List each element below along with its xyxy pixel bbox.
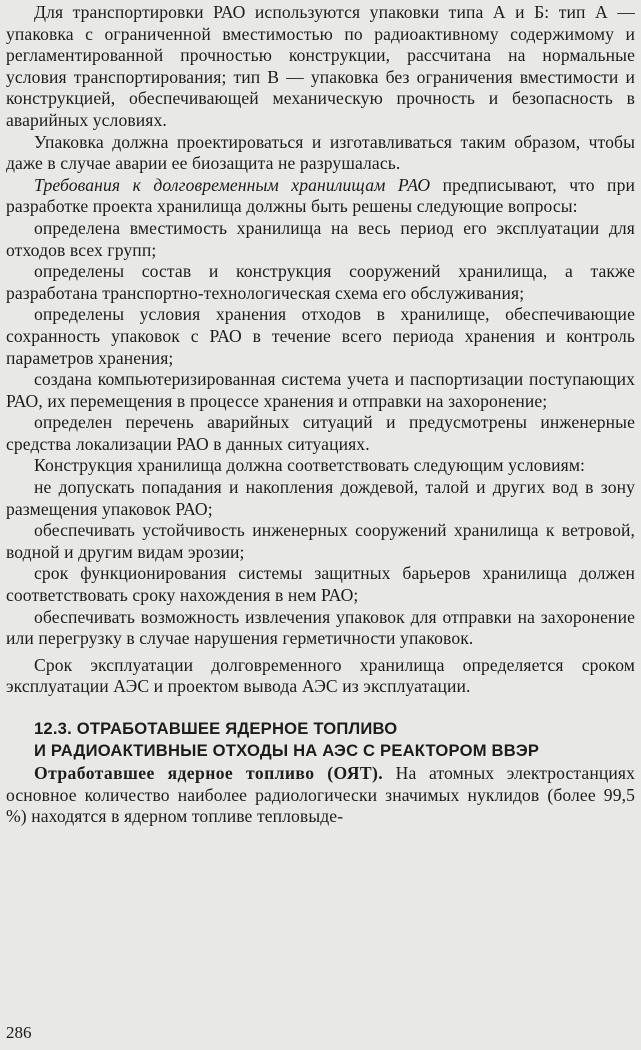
requirements-rest: предписывают, что при разработке проекта хранилища должны быть решены следующие вопросы: — [6, 174, 635, 217]
requirements-lead: Требования к долговременным хранилищам РАО — [34, 174, 431, 195]
section-heading — [6, 718, 635, 761]
paragraph-transport-packaging: Для транспортировки РАО используются упаковки типа А и Б: тип А — упаковка с ограниченной вместимостью по радиоактивному содержимому и регламентированной прочностью конструкции, рассчитана на нормальные условия транспортирования; тип В — упаковка без ограничения вместимости и конструкцией, обеспечивающей механическую прочность и безопасность в аварийных условиях. — [6, 2, 635, 130]
paragraph-storage-requirements — [6, 175, 635, 218]
paragraph-conditions-intro: Конструкция хранилища должна соответствовать следующим условиям: — [34, 455, 586, 476]
requirement-item: определены условия хранения отходов в хранилище, обеспечивающие сохранность упаковок с РАО в течение всего периода хранения и контроль параметров хранения; — [6, 304, 635, 368]
paragraph-package-design: Упаковка должна проектироваться и изготавливаться таким образом, чтобы даже в случае аварии ее биозащита не разрушалась. — [6, 131, 635, 174]
section-heading-line-1: 12.3. ОТРАБОТАВШЕЕ ЯДЕРНОЕ ТОПЛИВО — [34, 719, 398, 738]
paragraph-storage-lifetime: Срок эксплуатации долговременного хранилища определяется сроком эксплуатации АЭС и проектом вывода АЭС из эксплуатации. — [6, 654, 635, 697]
requirement-item: определены состав и конструкция сооружений хранилища, а также разработана транспортно-технологическая схема его обслуживания; — [6, 261, 635, 303]
requirement-item: определена вместимость хранилища на весь период его эксплуатации для отходов всех групп; — [6, 217, 635, 260]
condition-item: срок функционирования системы защитных барьеров хранилища должен соответствовать сроку нахождения в нем РАО; — [6, 563, 635, 606]
page-number: 286 — [6, 1023, 32, 1042]
requirement-item: создана компьютеризированная система учета и паспортизации поступающих РАО, их перемещения в процессе хранения и отправки на захоронение; — [6, 369, 635, 411]
spent-fuel-rest: На атомных электростанциях основное количество наиболее радиологически значимых нуклидов (более 99,5 %) находятся в ядерном топливе тепловыде- — [6, 763, 635, 827]
condition-item: не допускать попадания и накопления дождевой, талой и других вод в зону размещения упаковок РАО; — [6, 477, 635, 519]
condition-item: обеспечивать возможность извлечения упаковок для отправки на захоронение или перегрузку в случае нарушения герметичности упаковок. — [6, 606, 635, 649]
section-heading-line-2: И РАДИОАКТИВНЫЕ ОТХОДЫ НА АЭС С РЕАКТОРОМ ВВЭР — [34, 740, 540, 760]
spent-fuel-lead: Отработавшее ядерное топливо (ОЯТ). — [34, 763, 384, 783]
paragraph-spent-fuel — [6, 763, 635, 828]
requirement-item: определен перечень аварийных ситуаций и предусмотрены инженерные средства локализации РАО в данных ситуациях. — [6, 412, 635, 454]
condition-item: обеспечивать устойчивость инженерных сооружений хранилища к ветровой, водной и другим видам эрозии; — [6, 520, 635, 562]
